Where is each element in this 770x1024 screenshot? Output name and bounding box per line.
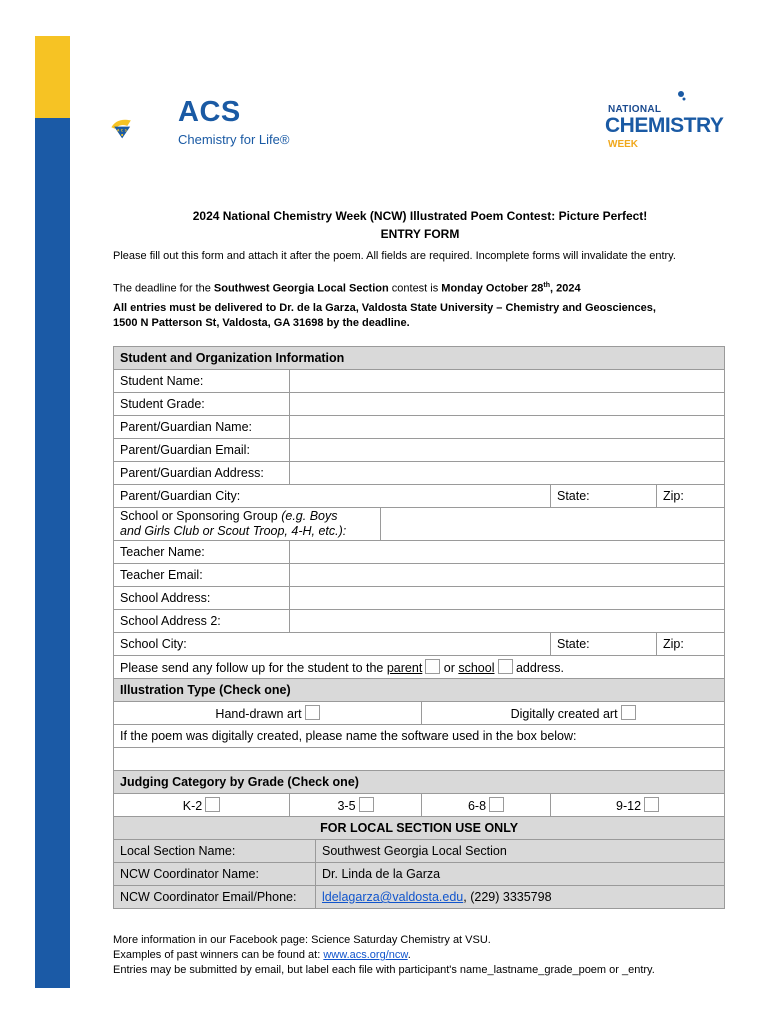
hand-drawn-label: Hand-drawn art [215, 707, 302, 721]
delivery-line-2: 1500 N Patterson St, Valdosta, GA 31698 by the deadline. [113, 317, 410, 329]
school-city-field[interactable] [114, 633, 551, 656]
footer-facebook: More information in our Facebook page: Science Saturday Chemistry at VSU. [113, 934, 491, 946]
grade-35-label: 3-5 [337, 799, 356, 813]
coordinator-contact-label: NCW Coordinator Email/Phone: [114, 886, 316, 909]
guardian-email-label: Parent/Guardian Email: [114, 439, 290, 462]
entry-form-table [113, 346, 725, 909]
svg-text:A: A [116, 128, 120, 133]
grade-68-checkbox[interactable] [489, 797, 504, 812]
guardian-name-field[interactable] [290, 416, 725, 439]
svg-text:S: S [124, 128, 127, 133]
section-student-info-header: Student and Organization Information [114, 347, 725, 370]
hand-drawn-checkbox[interactable] [305, 705, 320, 720]
school-group-label-text: School or Sponsoring Group [120, 509, 282, 523]
deadline-sup: th [543, 282, 550, 289]
section-local-header: FOR LOCAL SECTION USE ONLY [114, 817, 725, 840]
grade-35-cell [290, 794, 422, 817]
footer-examples-suffix: . [407, 949, 411, 961]
school-address-field[interactable] [290, 587, 725, 610]
local-section-value: Southwest Georgia Local Section [316, 840, 725, 863]
coordinator-email-link[interactable]: ldelagarza@valdosta.edu [322, 890, 464, 904]
deadline-prefix: The deadline for the [113, 282, 214, 295]
teacher-email-label: Teacher Email: [114, 564, 290, 587]
footer-examples [113, 949, 411, 961]
school-address2-label: School Address 2: [114, 610, 290, 633]
school-city-label: School City: [120, 637, 187, 651]
followup-or: or [440, 661, 459, 675]
guardian-zip-label: Zip: [663, 489, 684, 503]
left-accent-bar-blue [35, 118, 70, 988]
followup-suffix: address. [512, 661, 564, 675]
deadline-date: Monday October 28 [441, 282, 544, 295]
acs-logo-icon [110, 96, 176, 160]
grade-k2-checkbox[interactable] [205, 797, 220, 812]
form-title: 2024 National Chemistry Week (NCW) Illustrated Poem Contest: Picture Perfect! [192, 209, 648, 223]
guardian-state-label: State: [557, 489, 590, 503]
deadline-section: Southwest Georgia Local Section [213, 282, 389, 295]
grade-68-label: 6-8 [467, 799, 487, 813]
coordinator-phone: , (229) 3335798 [463, 890, 552, 904]
deadline-text [113, 282, 581, 295]
school-state-field[interactable] [551, 633, 657, 656]
guardian-city-label: Parent/Guardian City: [120, 489, 241, 503]
svg-text:C: C [120, 128, 124, 133]
school-group-label [114, 508, 381, 541]
deadline-year: , 2024 [549, 282, 581, 295]
software-field[interactable] [114, 748, 725, 771]
grade-k2-label: K-2 [182, 799, 203, 813]
school-state-label: State: [557, 637, 590, 651]
grade-912-cell [551, 794, 725, 817]
footer-submission: Entries may be submitted by email, but label each file with participant's name_lastname_grade_poem or _entry. [113, 964, 655, 976]
grade-68-cell [422, 794, 551, 817]
instructions: Please fill out this form and attach it after the poem. All fields are required. Incomplete forms will invalidate the entry. [113, 250, 676, 262]
ncw-logo-line3: WEEK [608, 139, 638, 150]
delivery-line-1: All entries must be delivered to Dr. de la Garza, Valdosta State University – Chemistry and Geosciences, [113, 302, 656, 314]
school-zip-label: Zip: [663, 637, 684, 651]
guardian-address-label: Parent/Guardian Address: [114, 462, 290, 485]
teacher-name-field[interactable] [290, 541, 725, 564]
guardian-name-label: Parent/Guardian Name: [114, 416, 290, 439]
grade-35-checkbox[interactable] [359, 797, 374, 812]
form-subtitle: ENTRY FORM [380, 227, 460, 241]
followup-parent-checkbox[interactable] [425, 659, 440, 674]
teacher-name-label: Teacher Name: [114, 541, 290, 564]
school-address-label: School Address: [114, 587, 290, 610]
coordinator-contact-value [316, 886, 725, 909]
beaker-icon [673, 90, 689, 116]
ncw-logo-line1: NATIONAL [608, 104, 662, 115]
school-group-example-2: and Girls Club or Scout Troop, 4-H, etc.): [120, 524, 347, 538]
footer-examples-link[interactable]: www.acs.org/ncw [323, 949, 408, 961]
followup-prefix: Please send any follow up for the student to the [120, 661, 387, 675]
school-group-field[interactable] [381, 508, 725, 541]
digital-checkbox[interactable] [621, 705, 636, 720]
student-grade-field[interactable] [290, 393, 725, 416]
school-address2-field[interactable] [290, 610, 725, 633]
digital-label: Digitally created art [510, 707, 618, 721]
section-illustration-header: Illustration Type (Check one) [114, 679, 725, 702]
ncw-logo-line2: CHEMISTRY [605, 114, 724, 137]
student-grade-label: Student Grade: [114, 393, 290, 416]
followup-row [114, 656, 725, 679]
guardian-state-field[interactable] [551, 485, 657, 508]
digital-cell [422, 702, 725, 725]
section-judging-header: Judging Category by Grade (Check one) [114, 771, 725, 794]
left-accent-bar-yellow [35, 36, 70, 118]
guardian-city-field[interactable] [114, 485, 551, 508]
student-name-field[interactable] [290, 370, 725, 393]
followup-school-label: school [458, 661, 495, 675]
hand-drawn-cell [114, 702, 422, 725]
coordinator-name-label: NCW Coordinator Name: [114, 863, 316, 886]
acs-logo-text: ACS [178, 96, 241, 128]
guardian-zip-field[interactable] [657, 485, 725, 508]
deadline-mid: contest is [388, 282, 442, 295]
footer-examples-prefix: Examples of past winners can be found at: [113, 949, 324, 961]
local-section-label: Local Section Name: [114, 840, 316, 863]
guardian-address-field[interactable] [290, 462, 725, 485]
grade-k2-cell [114, 794, 290, 817]
grade-912-label: 9-12 [616, 799, 642, 813]
acs-tagline: Chemistry for Life® [178, 132, 290, 147]
ncw-logo [605, 90, 730, 160]
guardian-email-field[interactable] [290, 439, 725, 462]
followup-school-checkbox[interactable] [498, 659, 513, 674]
school-zip-field[interactable] [657, 633, 725, 656]
student-name-label: Student Name: [114, 370, 290, 393]
school-group-example-1: (e.g. Boys [281, 509, 338, 523]
teacher-email-field[interactable] [290, 564, 725, 587]
followup-parent-label: parent [386, 661, 423, 675]
coordinator-name-value: Dr. Linda de la Garza [316, 863, 725, 886]
software-prompt: If the poem was digitally created, please name the software used in the box below: [114, 725, 725, 748]
grade-912-checkbox[interactable] [644, 797, 659, 812]
